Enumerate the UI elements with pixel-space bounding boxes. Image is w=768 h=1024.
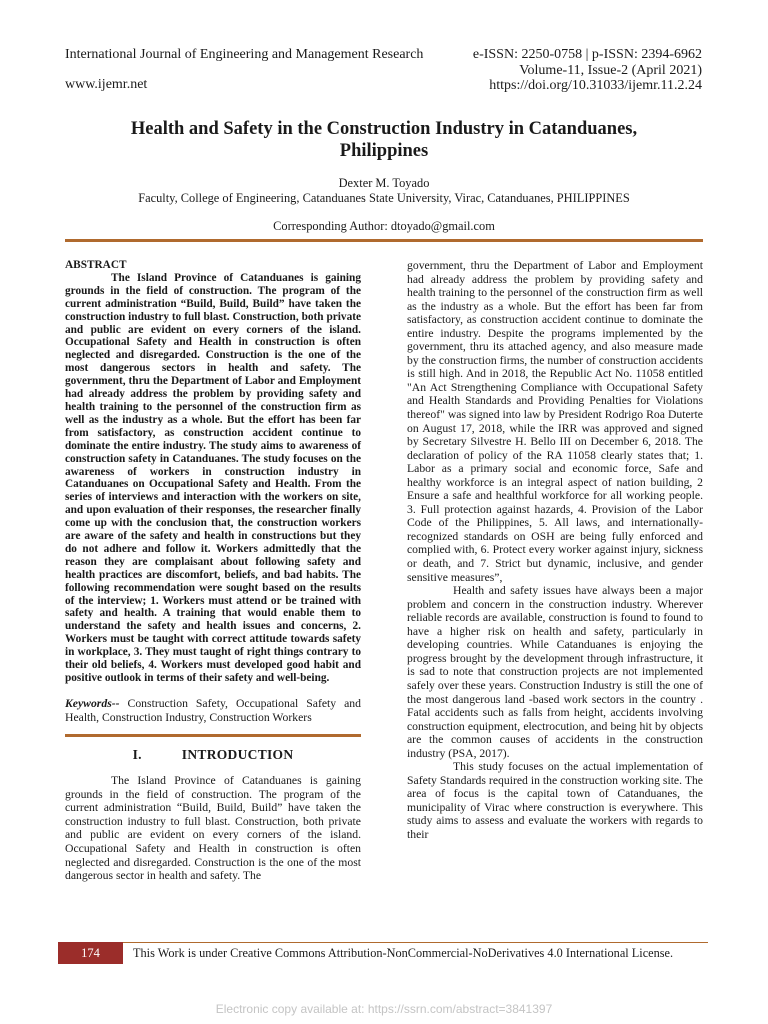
doi-link[interactable]: https://doi.org/10.31033/ijemr.11.2.24 bbox=[489, 78, 702, 93]
intro-paragraph-text: The Island Province of Catanduanes is gaining grounds in the field of construction. The program of the current administration “Build, Build, Build” have taken the construction industry to full blast. Construction, both private and public are evident on every corners of the island. Occupational Safety and Health in construction is often neglected and disregarded. Construction is the one of the most dangerous sector in health and safety. The bbox=[65, 774, 361, 883]
right-paragraph-3-text: This study focuses on the actual implementation of Safety Standards required in the construction working site. The area of focus is the capital town of Catanduanes, the municipality of Virac where construction is everywhere. This study aims to assess and evaluate the workers with regards to their bbox=[407, 760, 703, 841]
intro-paragraph bbox=[65, 774, 361, 883]
section-number: I. bbox=[132, 747, 142, 763]
section-divider bbox=[65, 734, 361, 737]
ssrn-watermark[interactable]: Electronic copy available at: https://ssrn.com/abstract=3841397 bbox=[215, 1002, 553, 1016]
paper-title bbox=[65, 118, 703, 162]
abstract-text: The Island Province of Catanduanes is gaining grounds in the field of construction. The program of the current administration “Build, Build, Build” have taken the construction industry to full blast. Construction, both private and public are evident on every corners of the island. Occupational Safety and Health in construction is often neglected and disregarded. Construction is the one of the most dangerous sectors in health and safety. The government, thru the Department of Labor and Employment had already address the problem by providing safety and health training to the personnel of the construction firm as well as the industry as a whole. But the effort has been far from satisfactory, as construction accident continue to dominate the entire industry. The study aims to awareness of construction safety in Catanduanes. The study focuses on the awareness of workers in construction industry in Catanduanes on Occupational Safety and Health. From the series of interviews and interaction with the workers on site, and upon evaluation of their responses, the researcher finally come up with the conclusion that, the construction workers are aware of the safety and health in constructions but they do not adhere and follow it. Workers admittedly that the reason they are complaisant about following safety and health practices are discomfort, beliefs, and bad habits. The following recommendation were sought based on the results of the interview; 1. Workers must attend or be trained with safety and health. A training that would enable them to understand the safety and health issues and concerns, 2. Workers must be taught with correct attitude towards safety in workplace, 3. They must taught of right things contrary to their old beliefs, 4. Workers must developed good habit and positive outlook in terms of their safety and well-being. bbox=[65, 271, 361, 684]
section-heading-introduction bbox=[65, 749, 361, 762]
footer-rule bbox=[123, 942, 708, 943]
volume-issue: Volume-11, Issue-2 (April 2021) bbox=[519, 62, 702, 78]
right-paragraph-1: government, thru the Department of Labor and Employment had already address the problem by providing safety and health training to the personnel of the construction firm as well as the industry as a whole. But the effort has been far from satisfactory, as construction accident continue to dominate the entire industry. Despite the programs implemented by the government, thru its attached agency, and also measure made by the construction firms, the number of construction accidents is still high. And in 2018, the Republic Act No. 11058 entitled "An Act Strengthening Compliance with Occupational Safety and Health Standards and Providing Penalties for Violations thereof" was signed into law by President Rodrigo Roa Duterte on August 17, 2018, while the IRR was approved and signed by Secretary Silvestre H. Bello III on December 6, 2018. The declaration of policy of the RA 11058 clearly states that; 1. Labor as a primary social and economic force, Safe and healthy workforce is an integral aspect of nation building, 2 Ensure a safe and healthful workforce for all working people. 3. Full protection against hazards, 4. Provision of the Labor Code of the Philippines, 5. All laws, and internationally-recognized standards on OSH are being fully enforced and complied with, 6. Protect every worker against injury, sickness or death, and 7. Strict but dynamic, inclusive, and gender sensitive measures”, bbox=[407, 259, 703, 584]
running-header-right bbox=[473, 47, 702, 94]
corresponding-author: Corresponding Author: dtoyado@gmail.com bbox=[273, 219, 495, 233]
journal-website[interactable]: www.ijemr.net bbox=[65, 77, 148, 92]
title-divider bbox=[65, 239, 703, 242]
license-notice[interactable]: This Work is under Creative Commons Attribution-NonCommercial-NoDerivatives 4.0 International License. bbox=[133, 946, 674, 960]
abstract bbox=[65, 259, 361, 685]
title-line-2: Philippines bbox=[339, 141, 429, 161]
running-header-left bbox=[65, 47, 423, 93]
title-line-1: Health and Safety in the Construction Industry in Catanduanes, bbox=[130, 119, 638, 139]
page-number-box bbox=[58, 942, 123, 964]
abstract-heading: ABSTRACT bbox=[65, 259, 127, 271]
keywords-label: Keywords-- bbox=[65, 696, 120, 710]
right-paragraph-2 bbox=[407, 584, 703, 760]
left-column bbox=[65, 259, 361, 883]
right-column bbox=[407, 259, 703, 842]
right-paragraph-2-text: Health and safety issues have always been a major problem and concern in the construction industry. Wherever reliable records are available, construction is found to found to have a higher risk on health and safety, particularly in developing countries. While Catanduanes is enjoying the progress brought by the development through infrastructure, it is sad to note that construction projects are not implemented safely over these years. Construction Industry is still the one of the most dangerous land -based work sectors in the country . Fatal accidents such as falls from height, accidents involving construction equipment, electrocution, and being hit by objects are the common causes of accidents in the construction industry (PSA, 2017). bbox=[407, 584, 703, 760]
section-title: INTRODUCTION bbox=[181, 747, 294, 763]
page-number: 174 bbox=[81, 946, 100, 960]
journal-name: International Journal of Engineering and Management Research bbox=[65, 47, 424, 62]
right-paragraph-3 bbox=[407, 760, 703, 841]
author-block bbox=[65, 176, 703, 234]
keywords-text: Construction Safety, Occupational Safety and Health, Construction Industry, Construction Workers bbox=[65, 696, 361, 724]
author-affiliation: Faculty, College of Engineering, Catanduanes State University, Virac, Catanduanes, PHILIPPINES bbox=[138, 191, 630, 205]
author-name: Dexter M. Toyado bbox=[338, 176, 430, 190]
issn: e-ISSN: 2250-0758 | p-ISSN: 2394-6962 bbox=[472, 47, 702, 62]
keywords bbox=[65, 697, 361, 724]
